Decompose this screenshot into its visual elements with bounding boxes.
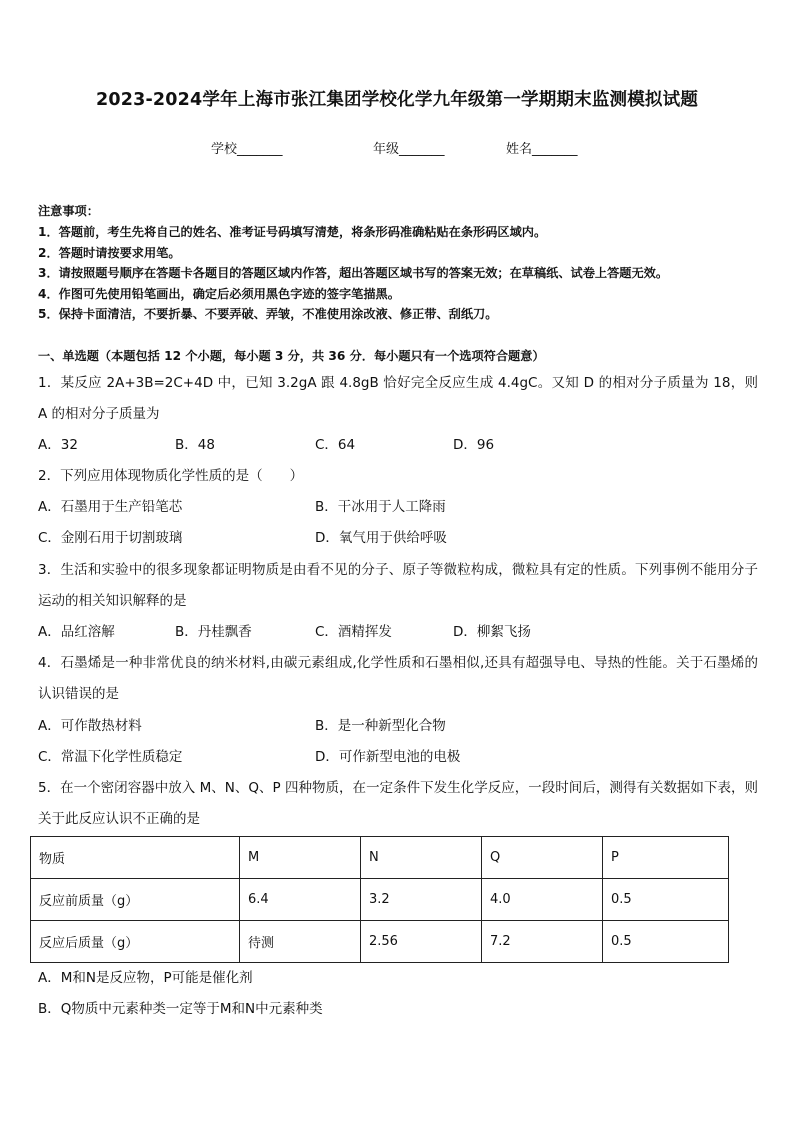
table-cell: 反应后质量（g）	[31, 921, 240, 963]
table-row	[31, 921, 729, 963]
notice-item: 1．答题前，考生先将自己的姓名、准考证号码填写清楚，将条形码准确粘贴在条形码区域内。	[38, 225, 547, 239]
option-b: B．丹桂飘香	[175, 624, 252, 640]
table-header-cell: Q	[482, 837, 603, 879]
notice-item: 4．作图可先使用铅笔画出，确定后必须用黑色字迹的签字笔描黑。	[38, 287, 400, 301]
option-d: D．96	[453, 437, 495, 453]
table-cell: 6.4	[240, 879, 361, 921]
notice-item: 3．请按照题号顺序在答题卡各题目的答题区域内作答，超出答题区域书写的答案无效；在草稿纸、试卷上答题无效。	[38, 266, 669, 280]
exam-title: 2023-2024学年上海市张江集团学校化学九年级第一学期期末监测模拟试题	[95, 90, 699, 110]
option-b: B．是一种新型化合物	[315, 718, 446, 734]
name-field: 姓名_______	[506, 142, 578, 157]
option-b: B．Q物质中元素种类一定等于M和N中元素种类	[38, 1001, 323, 1017]
option-c: C．酒精挥发	[315, 624, 392, 640]
question-3-stem: 3．生活和实验中的很多现象都证明物质是由看不见的分子、原子等微粒构成，微粒具有定的性质。下列事例不能用分子运动的相关知识解释的是	[38, 562, 758, 609]
option-a: A．石墨用于生产铅笔芯	[38, 499, 183, 515]
table-header-cell: M	[240, 837, 361, 879]
option-a: A．32	[38, 437, 78, 453]
section-heading: 一、单选题（本题包括 12 个小题，每小题 3 分，共 36 分．每小题只有一个选项符合题意）	[38, 349, 545, 363]
question-2-options-row-2	[38, 523, 758, 554]
option-a: A．品红溶解	[38, 624, 115, 640]
table-cell: 4.0	[482, 879, 603, 921]
question-1-options	[38, 430, 758, 461]
option-c: C．常温下化学性质稳定	[38, 749, 183, 765]
option-b: B．干冰用于人工降雨	[315, 499, 446, 515]
option-d: D．氧气用于供给呼吸	[315, 530, 447, 546]
table-cell: 0.5	[603, 879, 729, 921]
question-5-option-a-row	[38, 963, 758, 994]
grade-field: 年级_______	[373, 142, 445, 157]
mass-data-table	[30, 836, 729, 963]
notice-heading: 注意事项：	[38, 204, 99, 218]
table-header-cell: P	[603, 837, 729, 879]
table-cell: 待测	[240, 921, 361, 963]
option-a: A．M和N是反应物，P可能是催化剂	[38, 970, 253, 986]
table-header-cell: N	[361, 837, 482, 879]
option-c: C．64	[315, 437, 356, 453]
table-cell: 3.2	[361, 879, 482, 921]
option-b: B．48	[175, 437, 215, 453]
question-3-options	[38, 617, 758, 648]
option-c: C．金刚石用于切割玻璃	[38, 530, 183, 546]
option-a: A．可作散热材料	[38, 718, 142, 734]
option-d: D．可作新型电池的电极	[315, 749, 461, 765]
table-header-cell: 物质	[31, 837, 240, 879]
question-4-options-row-2	[38, 742, 758, 773]
table-row	[31, 879, 729, 921]
table-cell: 2.56	[361, 921, 482, 963]
question-4-options-row-1	[38, 711, 758, 742]
notice-item: 5．保持卡面清洁，不要折暴、不要弄破、弄皱，不准使用涂改液、修正带、刮纸刀。	[38, 307, 498, 321]
question-1-stem: 1．某反应 2A+3B=2C+4D 中，已知 3.2gA 跟 4.8gB 恰好完全反应生成 4.4gC。又知 D 的相对分子质量为 18，则 A 的相对分子质量为	[38, 375, 758, 422]
question-2-options-row-1	[38, 492, 758, 523]
table-cell: 反应前质量（g）	[31, 879, 240, 921]
option-d: D．柳絮飞扬	[453, 624, 531, 640]
table-cell: 7.2	[482, 921, 603, 963]
table-header-row	[31, 837, 729, 879]
question-4-stem: 4．石墨烯是一种非常优良的纳米材料,由碳元素组成,化学性质和石墨相似,还具有超强导电、导热的性能。关于石墨烯的认识错误的是	[38, 655, 758, 702]
school-field: 学校_______	[211, 142, 283, 157]
notice-item: 2．答题时请按要求用笔。	[38, 246, 181, 260]
question-5-option-b-row	[38, 994, 758, 1025]
table-cell: 0.5	[603, 921, 729, 963]
question-2-stem: 2．下列应用体现物质化学性质的是（ ）	[38, 468, 304, 484]
question-5-stem: 5．在一个密闭容器中放入 M、N、Q、P 四种物质，在一定条件下发生化学反应，一段时间后，测得有关数据如下表，则关于此反应认识不正确的是	[38, 780, 758, 827]
